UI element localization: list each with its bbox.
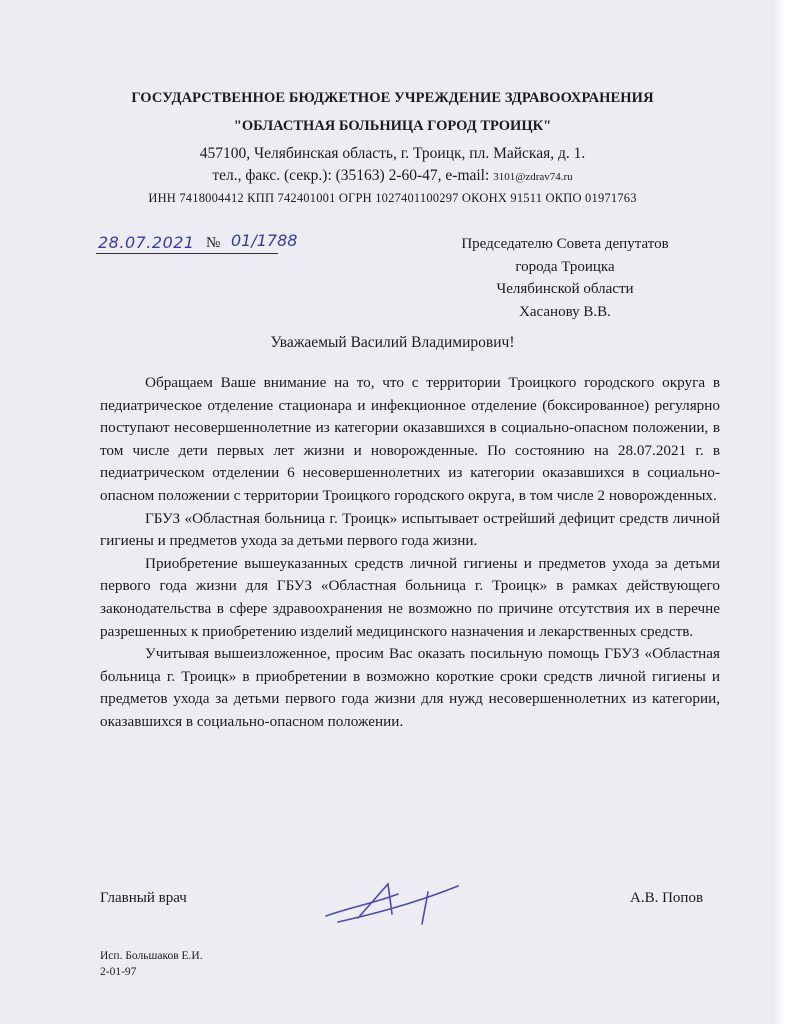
organization-name-line1: ГОСУДАРСТВЕННОЕ БЮДЖЕТНОЕ УЧРЕЖДЕНИЕ ЗДРАВООХРАНЕНИЯ [131,90,654,106]
body-paragraph: Обращаем Ваше внимание на то, что с территории Троицкого городского округа в педиатрическое отделение стационара и инфекционное отделение (боксированное) регулярно поступают несовершеннолетние из категории оказавшихся в социально-опасном положении, в том числе дети первых лет жизни и новорожденные. По состоянию на 28.07.2021 г. в педиатрическом отделении 6 несовершеннолетних из категории оказавшихся в социально-опасном положении с территории Троицкого городского округа, в том числе 2 новорожденных. [100,374,720,504]
organization-name-line2: "ОБЛАСТНАЯ БОЛЬНИЦА ГОРОД ТРОИЦК" [233,118,552,134]
registration-number-label: № [206,235,221,251]
email-address: 3101@zdrav74.ru [493,171,573,183]
salutation: Уважаемый Василий Владимирович! [270,334,515,351]
addressee-line: Председателю Совета депутатов [461,236,669,252]
body-paragraph: ГБУЗ «Областная больница г. Троицк» испытывает острейший дефицит средств личной гигиены и предметов ухода за детьми первого года жизни. [100,509,720,550]
executor-phone: 2-01-97 [100,966,137,978]
handwritten-signature [318,878,468,928]
phone-fax: тел., факс. (секр.): (35163) 2-60-47, e-mail: [212,167,494,184]
registration-line [96,229,296,259]
addressee-line: Челябинской области [496,281,634,297]
registration-number: 01/1788 [231,231,298,250]
executor-block [100,948,203,980]
organization-address: 457100, Челябинская область, г. Троицк, пл. Майская, д. 1. [199,145,586,162]
addressee-line: города Троицка [515,258,615,275]
body-paragraph: Учитывая вышеизложенное, просим Вас оказать посильную помощь ГБУЗ «Областная больница г. Троицк» в приобретении в возможно короткие сроки средств личной гигиены и предметов ухода за детьми первого года жизни для нужд несовершеннолетних из категории, оказавшихся в социально-опасном положении. [100,645,720,730]
registration-date: 28.07.2021 [98,233,195,252]
signer-name: А.В. Попов [630,890,704,906]
addressee-line: Хасанову В.В. [519,303,611,320]
executor-name: Исп. Большаков Е.И. [100,950,203,962]
registration-underline [96,253,278,254]
organization-codes: ИНН 7418004412 КПП 742401001 ОГРН 1027401100297 ОКОНХ 91511 ОКПО 01971763 [148,191,637,205]
addressee-block [400,233,730,323]
letter-body [100,372,720,734]
organization-contacts [0,167,785,185]
signer-title: Главный врач [100,890,187,906]
body-paragraph: Приобретение вышеуказанных средств личной гигиены и предметов ухода за детьми первого года жизни для ГБУЗ «Областная больница г. Троицк» в рамках действующего законодательства в сфере здравоохранения не возможно по причине отсутствия их в перечне разрешенных к приобретению изделий медицинского назначения и лекарственных средств. [100,554,720,640]
